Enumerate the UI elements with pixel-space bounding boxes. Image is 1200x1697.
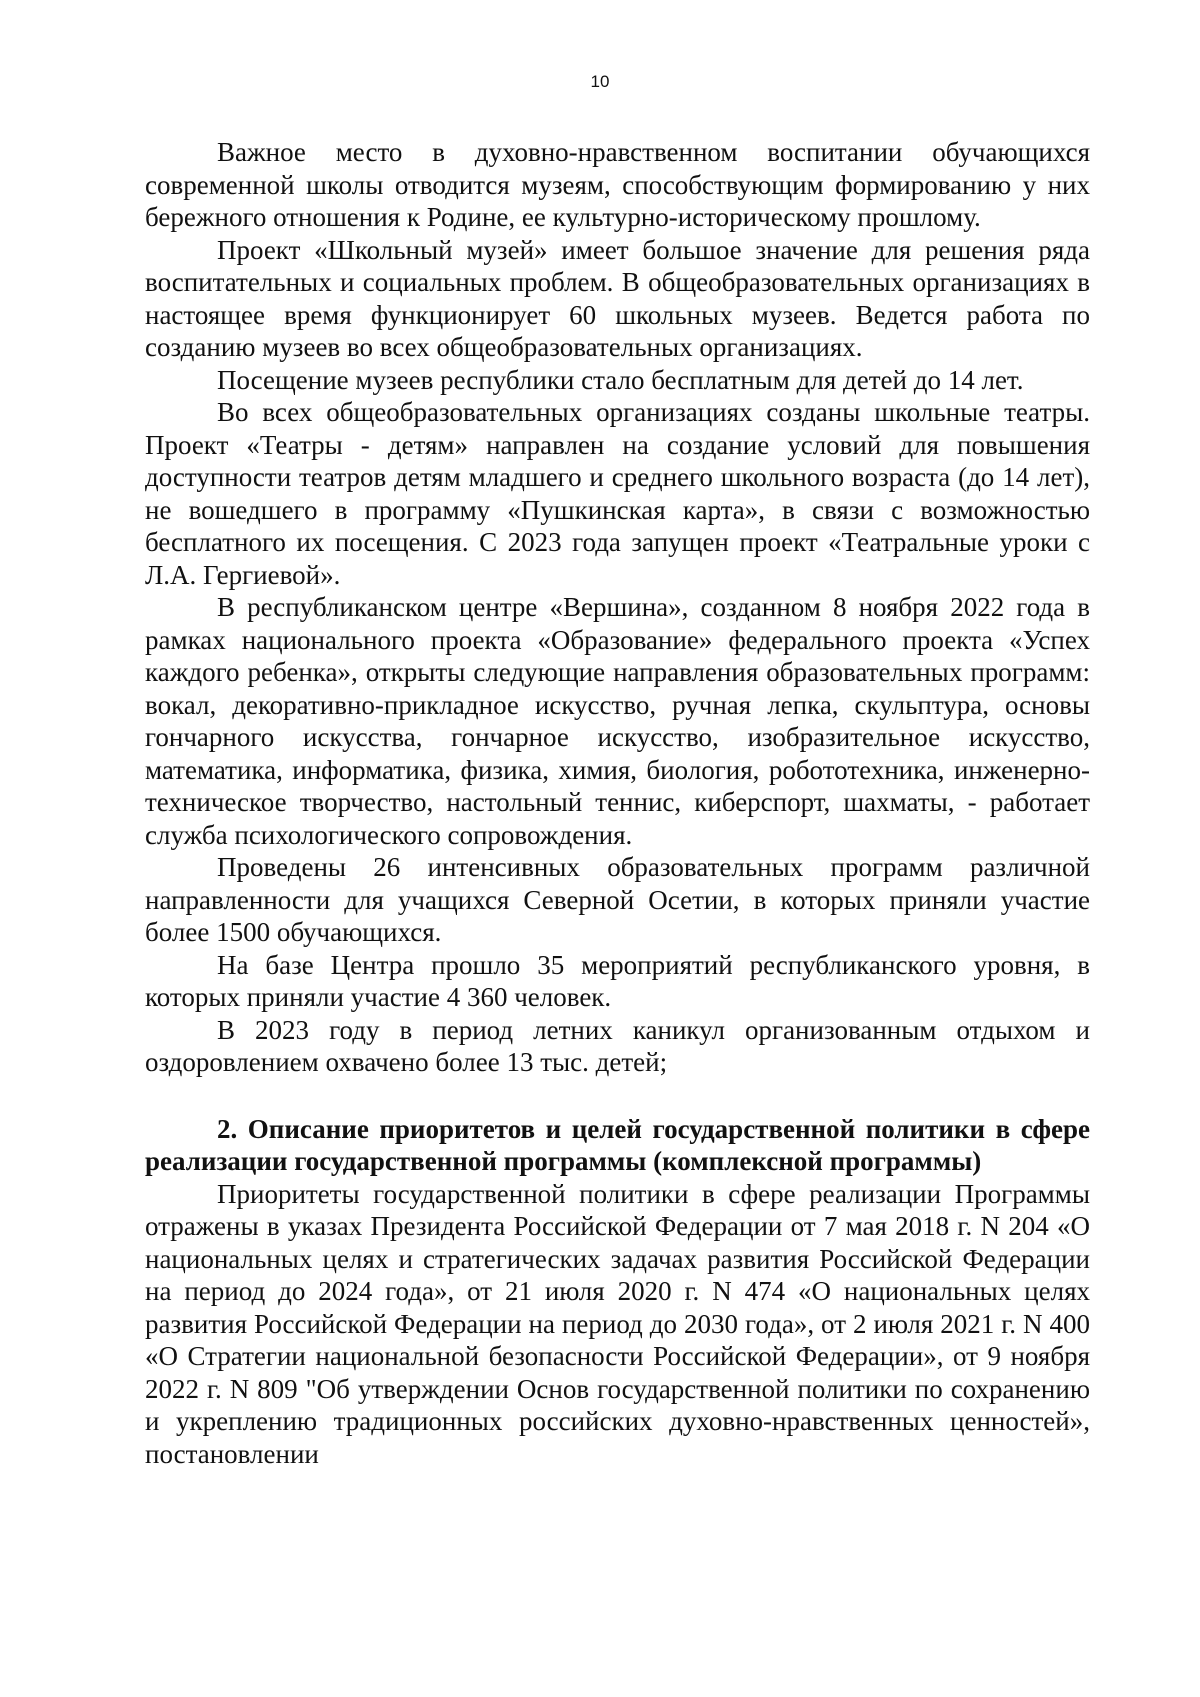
document-body [145,136,1090,1470]
paragraph-policy-priorities: Приоритеты государственной политики в сфере реализации Программы отражены в указах Президента Российской Федерации от 7 мая 2018 г. N 204 «О национальных целях и стратегических задачах развития Российской Федерации на период до 2024 года», от 21 июля 2020 г. N 474 «О национальных целях развития Российской Федерации на период до 2030 года», от 2 июля 2021 г. N 400 «О Стратегии национальной безопасности Российской Федерации», от 9 ноября 2022 г. N 809 "Об утверждении Основ государственной политики по сохранению и укреплению традиционных российских духовно-нравственных ценностей», постановлении [145,1178,1090,1469]
paragraph-intensive-programs: Проведены 26 интенсивных образовательных программ различной направленности для учащихся Северной Осетии, в которых приняли участие более 1500 обучающихся. [145,852,1090,947]
paragraph-school-theatres: Во всех общеобразовательных организациях созданы школьные театры. Проект «Театры - детям» направлен на создание условий для повышения доступности театров детям младшего и среднего школьного возраста (до 14 лет), не вошедшего в программу «Пушкинская карта», в связи с возможностью бесплатного их посещения. С 2023 года запущен проект «Театральные уроки с Л.А. Гергиевой». [145,397,1090,590]
paragraph-summer-holidays: В 2023 году в период летних каникул организованным отдыхом и оздоровлением охвачено более 13 тыс. детей; [145,1014,1090,1077]
paragraph-center-events: На базе Центра прошло 35 мероприятий республиканского уровня, в которых приняли участие 4 360 человек. [145,949,1090,1012]
paragraph-vershina-center: В республиканском центре «Вершина», созданном 8 ноября 2022 года в рамках национального проекта «Образование» федерального проекта «Успех каждого ребенка», открыты следующие направления образовательных программ: вокал, декоративно-прикладное искусство, ручная лепка, скульптура, основы гончарного искусства, гончарное искусство, изобразительное искусство, математика, информатика, физика, химия, биология, робототехника, инженерно-техническое творчество, настольный теннис, киберспорт, шахматы, - работает служба психологического сопровождения. [145,592,1090,850]
paragraph-museums-role: Важное место в духовно-нравственном воспитании обучающихся современной школы отводится музеям, способствующим формированию у них бережного отношения к Родине, ее культурно-историческому прошлому. [145,137,1090,232]
paragraph-school-museum-project: Проект «Школьный музей» имеет большое значение для решения ряда воспитательных и социальных проблем. В общеобразовательных организациях в настоящее время функционирует 60 школьных музеев. Ведется работа по созданию музеев во всех общеобразовательных организациях. [145,234,1090,362]
page-number: 10 [590,72,610,91]
section-heading: 2. Описание приоритетов и целей государственной политики в сфере реализации государственной программы (комплексной программы) [145,1113,1090,1176]
paragraph-free-museum-visits: Посещение музеев республики стало бесплатным для детей до 14 лет. [217,364,1024,395]
